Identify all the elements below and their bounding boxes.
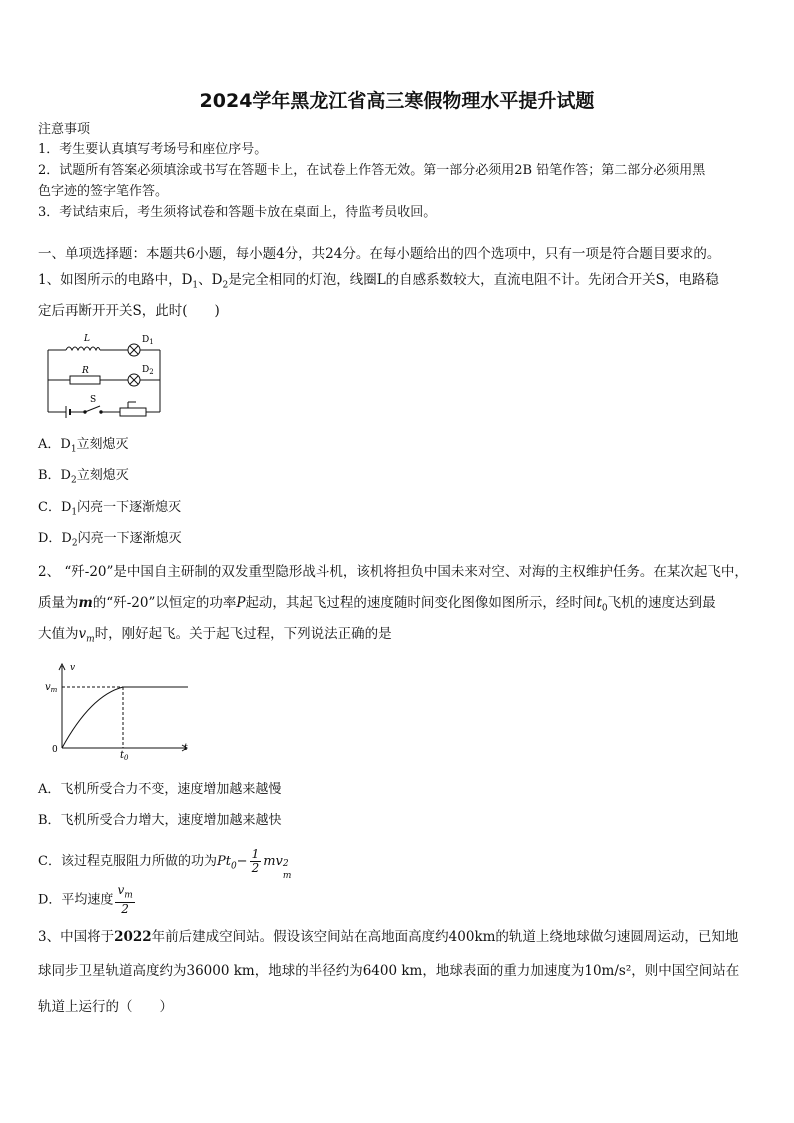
q1-option-b: B．$D_2$立刻熄灭 bbox=[38, 468, 129, 486]
q2-velocity-time-graph bbox=[40, 660, 200, 762]
label-l: L bbox=[84, 334, 90, 344]
origin-label: 0 bbox=[52, 745, 58, 755]
q2-option-a: A．飞机所受合力不变，速度增加越来越慢 bbox=[38, 782, 282, 797]
notice-item-3: 3．考试结束后，考生须将试卷和答题卡放在桌面上，待监考员收回。 bbox=[38, 205, 437, 220]
q1-option-a: A．$D_1$立刻熄灭 bbox=[38, 437, 129, 455]
velocity-curve bbox=[62, 687, 123, 748]
q2-option-b: B．飞机所受合力增大，速度增加越来越快 bbox=[38, 813, 282, 828]
label-r: R bbox=[82, 366, 89, 376]
q1-stem-text-b: 、D bbox=[198, 272, 223, 288]
q1-stem-text-c: 是完全相同的灯泡，线圈L的自感系数较大，直流电阻不计。先闭合开关S，电路稳 bbox=[228, 272, 719, 288]
fraction-vm-over-2: $\frac{v_m}{2}$ bbox=[117, 883, 133, 917]
q2-stem-line3: 大值为$v_m$时，刚好起飞。关于起飞过程，下列说法正确的是 bbox=[38, 626, 392, 645]
q1-sub-2: 2 bbox=[222, 280, 229, 291]
vm-label: $v_m$ bbox=[45, 682, 58, 694]
inductor-coil bbox=[66, 347, 100, 350]
resistor-r-icon bbox=[70, 376, 100, 384]
t-axis-label: t bbox=[184, 743, 188, 753]
section-heading: 一、单项选择题：本题共6小题，每小题4分，共24分。在每小题给出的四个选项中，只有一项是符合题目要求的。 bbox=[38, 246, 721, 262]
q1-circuit-diagram bbox=[44, 330, 174, 422]
label-d2: $D_2$ bbox=[142, 365, 154, 376]
t0-label: $t_0$ bbox=[120, 750, 129, 762]
rheostat-icon bbox=[120, 408, 146, 416]
q1-stem-text-a: 1、如图所示的电路中，D bbox=[38, 272, 193, 288]
q2-stem-line1: 2、 “歼-20”是中国自主研制的双发重型隐形战斗机，该机将担负中国未来对空、对海的主权维护任务。在某次起飞中， bbox=[38, 564, 748, 580]
label-s: S bbox=[90, 395, 97, 405]
label-d1: $D_1$ bbox=[142, 335, 154, 346]
notice-item-1: 1．考生要认真填写考场号和座位序号。 bbox=[38, 142, 268, 157]
fraction-one-half: $\frac{1}{2}$ bbox=[251, 847, 260, 875]
q3-stem-line2: 球同步卫星轨道高度约为36000 km，地球的半径约为6400 km，地球表面的重力加速度为10m/s²，则中国空间站在 bbox=[38, 963, 740, 979]
q1-sub-1: 1 bbox=[192, 280, 199, 291]
notice-heading: 注意事项 bbox=[38, 122, 91, 137]
notice-item-2-cont: 色字迹的签字笔作答。 bbox=[38, 184, 169, 199]
switch-s-icon bbox=[85, 406, 100, 412]
q2-stem-line2: 质量为m的“歼-20”以恒定的功率P起动，其起飞过程的速度随时间变化图像如图所示，经时间$t_0$飞机的速度达到最 bbox=[38, 595, 716, 614]
page-title: 2024学年黑龙江省高三寒假物理水平提升试题 bbox=[199, 90, 595, 112]
q1-stem-line1 bbox=[38, 271, 719, 295]
q3-stem-line1: 3、中国将于2022年前后建成空间站。假设该空间站在高地面高度约400km的轨道上绕地球做匀速圆周运动，已知地 bbox=[38, 929, 739, 945]
q1-option-c: C．$D_1$闪亮一下逐渐熄灭 bbox=[38, 500, 182, 518]
v-axis-label: v bbox=[70, 663, 76, 673]
q2-option-d: D．平均速度 $\frac{v_m}{2}$ bbox=[38, 883, 133, 917]
notice-item-2: 2．试题所有答案必须填涂或书写在答题卡上，在试卷上作答无效。第一部分必须用2B 铅笔作答；第二部分必须用黑 bbox=[38, 163, 706, 178]
q3-stem-line3: 轨道上运行的（ ） bbox=[38, 999, 173, 1015]
q1-option-d: D．$D_2$闪亮一下逐渐熄灭 bbox=[38, 531, 182, 549]
q2-option-c: C．该过程克服阻力所做的功为$Pt_0-$ $\frac{1}{2}$ mv 2 m bbox=[38, 847, 292, 881]
q1-stem-line2: 定后再断开开关S，此时( ) bbox=[38, 303, 220, 319]
